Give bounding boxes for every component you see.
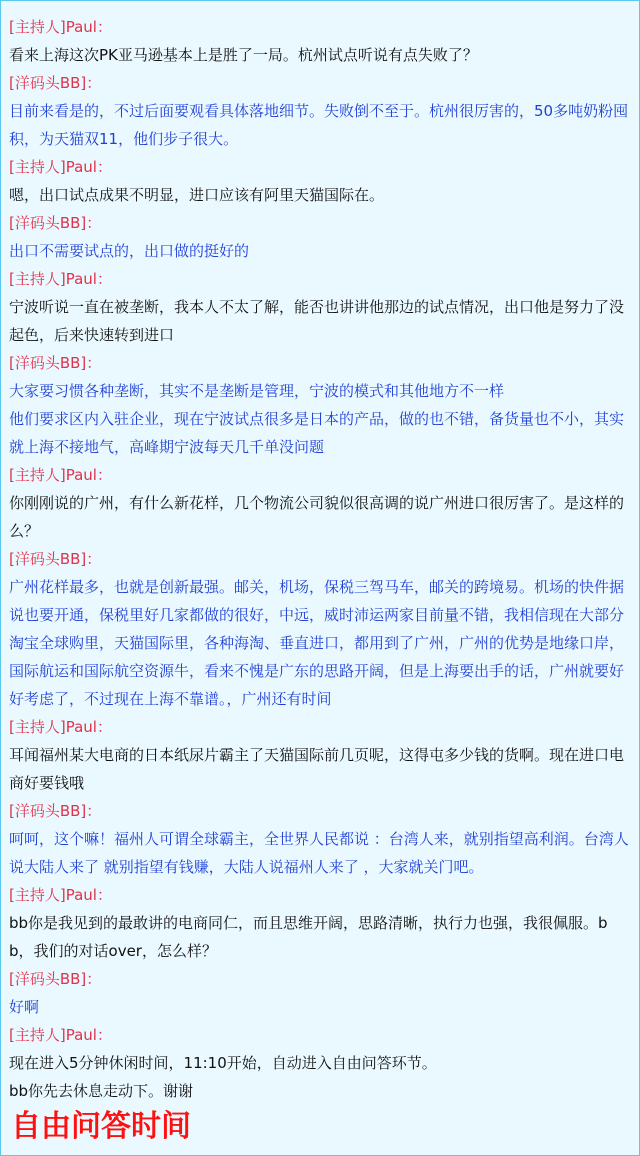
speaker-label: [主持人]Paul： bbox=[9, 466, 112, 484]
free-qa-title: 自由问答时间 bbox=[11, 1109, 191, 1144]
speaker-label: [主持人]Paul： bbox=[9, 886, 112, 904]
host-message: 现在进入5分钟休闲时间，11:10开始，自动进入自由问答环节。 bbox=[9, 1054, 437, 1072]
host-message: 嗯，出口试点成果不明显，进口应该有阿里天猫国际在。 bbox=[9, 186, 385, 204]
host-message: 宁波听说一直在被垄断，我本人不太了解，能否也讲讲他那边的试点情况，出口他是努力了没起色，后来快速转到进口 bbox=[9, 298, 625, 344]
speaker-label: [洋码头BB]： bbox=[9, 550, 102, 568]
host-message: bb你是我见到的最敢讲的电商同仁，而且思维开阔，思路清晰，执行力也强，我很佩服。bb，我们的对话over，怎么样？ bbox=[9, 914, 608, 960]
guest-message: 大家要习惯各种垄断，其实不是垄断是管理，宁波的模式和其他地方不一样 bbox=[9, 382, 505, 400]
speaker-label: [洋码头BB]： bbox=[9, 74, 102, 92]
speaker-label: [洋码头BB]： bbox=[9, 354, 102, 372]
host-message: 你刚刚说的广州，有什么新花样，几个物流公司貌似很高调的说广州进口很厉害了。是这样的么？ bbox=[9, 494, 625, 540]
speaker-label: [洋码头BB]： bbox=[9, 214, 102, 232]
host-message: 看来上海这次PK亚马逊基本上是胜了一局。杭州试点听说有点失败了？ bbox=[9, 46, 478, 64]
guest-message: 呵呵，这个嘛！福州人可谓全球霸主，全世界人民都说 ：台湾人来，就别指望高利润。台湾人说大陆人来了 就别指望有钱赚，大陆人说福州人来了 ，大家就关门吧。 bbox=[9, 830, 629, 876]
interview-transcript bbox=[1, 1, 639, 1105]
host-message: 耳闻福州某大电商的日本纸尿片霸主了天猫国际前几页呢，这得屯多少钱的货啊。现在进口电商好要钱哦 bbox=[9, 746, 625, 792]
host-message: bb你先去休息走动下。谢谢 bbox=[9, 1082, 194, 1100]
guest-message: 目前来看是的，不过后面要观看具体落地细节。失败倒不至于。杭州很厉害的，50多吨奶粉囤积，为天猫双11，他们步子很大。 bbox=[9, 102, 629, 148]
guest-message: 他们要求区内入驻企业，现在宁波试点很多是日本的产品，做的也不错，备货量也不小，其实就上海不接地气，高峰期宁波每天几千单没问题 bbox=[9, 410, 625, 456]
speaker-label: [主持人]Paul： bbox=[9, 18, 112, 36]
speaker-label: [洋码头BB]： bbox=[9, 970, 102, 988]
speaker-label: [洋码头BB]： bbox=[9, 802, 102, 820]
speaker-label: [主持人]Paul： bbox=[9, 1026, 112, 1044]
guest-message: 广州花样最多，也就是创新最强。邮关，机场，保税三驾马车，邮关的跨境易。机场的快件据说也要开通，保税里好几家都做的很好，中远，威时沛运两家目前量不错，我相信现在大部分淘宝全球购里，天猫国际里，各种海淘、垂直进口，都用到了广州，广州的优势是地缘口岸，国际航运和国际航空资源牛，看来不愧是广东的思路开阔，但是上海要出手的话，广州就要好好考虑了，不过现在上海不靠谱。，广州还有时间 bbox=[9, 578, 625, 708]
guest-message: 出口不需要试点的，出口做的挺好的 bbox=[9, 242, 250, 260]
speaker-label: [主持人]Paul： bbox=[9, 158, 112, 176]
speaker-label: [主持人]Paul： bbox=[9, 270, 112, 288]
guest-message: 好啊 bbox=[9, 998, 40, 1016]
speaker-label: [主持人]Paul： bbox=[9, 718, 112, 736]
